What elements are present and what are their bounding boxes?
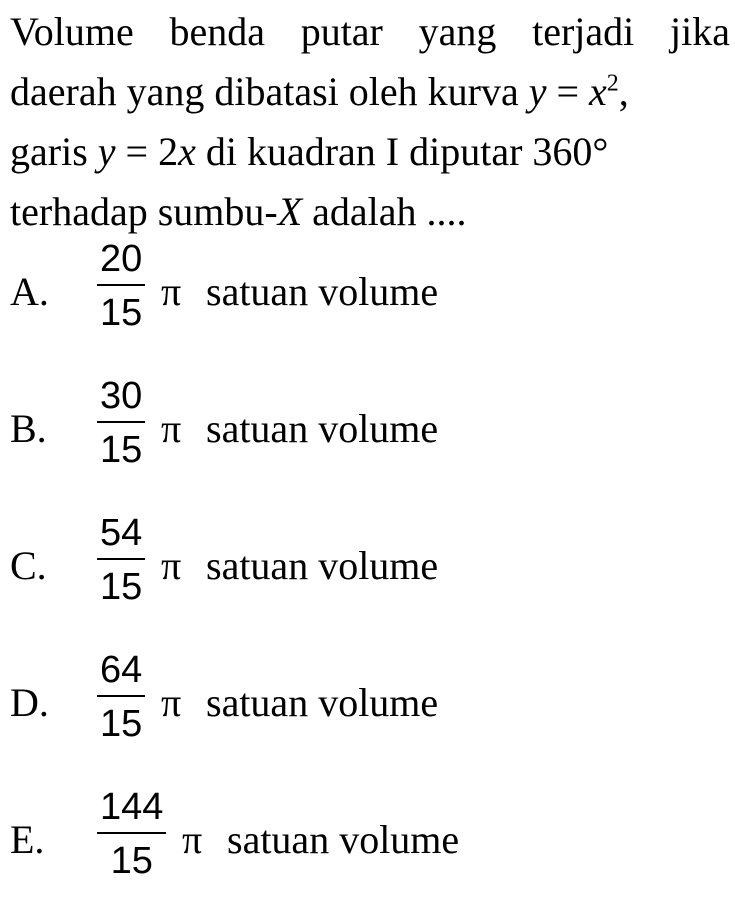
question-line-2-text: daerah yang dibatasi oleh kurva bbox=[10, 69, 529, 114]
option-b[interactable] bbox=[10, 373, 730, 510]
question-line-4-rest: adalah .... bbox=[302, 189, 467, 234]
option-unit: satuan volume bbox=[206, 269, 439, 314]
pi-symbol: π bbox=[161, 269, 182, 314]
option-d[interactable] bbox=[10, 647, 730, 784]
fraction-numerator: 30 bbox=[100, 375, 143, 417]
option-fraction bbox=[97, 236, 145, 336]
fraction-denominator: 15 bbox=[100, 292, 143, 334]
fraction-numerator: 64 bbox=[100, 649, 143, 691]
fraction-bar bbox=[97, 558, 145, 560]
fraction-numerator: 144 bbox=[100, 786, 164, 828]
question-line-3-text: garis bbox=[10, 129, 98, 174]
pi-symbol: π bbox=[182, 817, 203, 862]
fraction-numerator: 54 bbox=[100, 512, 143, 554]
option-fraction bbox=[97, 647, 145, 747]
curve-x: x bbox=[589, 69, 607, 114]
fraction-bar bbox=[97, 421, 145, 423]
option-letter: A. bbox=[10, 269, 49, 314]
fraction-bar bbox=[97, 832, 166, 834]
question-line-3-rest: di kuadran I diputar 360° bbox=[195, 129, 609, 174]
option-fraction bbox=[97, 373, 145, 473]
curve-y: y bbox=[528, 69, 547, 114]
line-y: y bbox=[97, 129, 116, 174]
fraction-numerator: 20 bbox=[100, 238, 143, 280]
fraction-bar bbox=[97, 695, 145, 697]
pi-symbol: π bbox=[161, 406, 182, 451]
pi-symbol: π bbox=[161, 680, 182, 725]
option-letter: E. bbox=[10, 817, 45, 862]
fraction-bar bbox=[97, 284, 145, 286]
option-letter: B. bbox=[10, 406, 47, 451]
option-unit: satuan volume bbox=[206, 680, 439, 725]
option-fraction bbox=[97, 510, 145, 610]
answer-options bbox=[10, 236, 730, 921]
option-letter: D. bbox=[10, 680, 49, 725]
option-e[interactable] bbox=[10, 784, 730, 921]
fraction-denominator: 15 bbox=[110, 840, 153, 882]
question-text bbox=[10, 2, 730, 242]
question-line-3 bbox=[10, 122, 730, 182]
option-unit: satuan volume bbox=[206, 543, 439, 588]
fraction-denominator: 15 bbox=[100, 703, 143, 745]
option-fraction bbox=[97, 784, 166, 884]
question-line-2-comma: , bbox=[618, 69, 629, 114]
axis-x: X bbox=[277, 189, 303, 234]
question-line-4-text: terhadap sumbu- bbox=[10, 189, 278, 234]
curve-equals: = bbox=[546, 69, 590, 114]
option-letter: C. bbox=[10, 543, 47, 588]
line-equals: = 2 bbox=[115, 129, 179, 174]
pi-symbol: π bbox=[161, 543, 182, 588]
option-a[interactable] bbox=[10, 236, 730, 373]
line-x: x bbox=[178, 129, 196, 174]
question-line-1: Volume benda putar yang terjadi jika bbox=[10, 9, 730, 54]
option-unit: satuan volume bbox=[206, 406, 439, 451]
question-line-4 bbox=[10, 182, 730, 242]
option-unit: satuan volume bbox=[227, 817, 460, 862]
fraction-denominator: 15 bbox=[100, 429, 143, 471]
option-c[interactable] bbox=[10, 510, 730, 647]
fraction-denominator: 15 bbox=[100, 566, 143, 608]
question-line-2 bbox=[10, 62, 730, 122]
curve-exponent: 2 bbox=[606, 70, 619, 97]
